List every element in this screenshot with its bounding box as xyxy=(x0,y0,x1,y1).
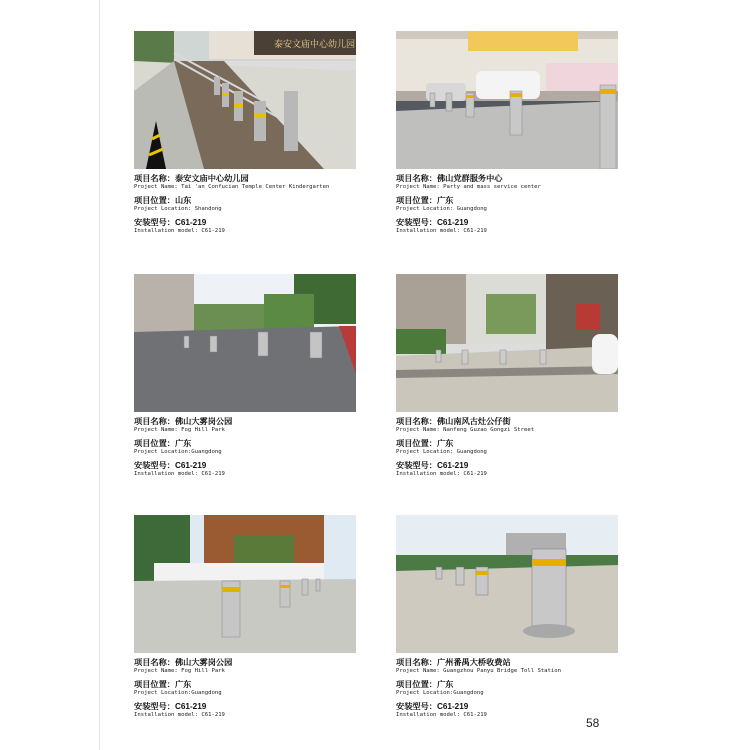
kindergarten-photo xyxy=(134,31,356,169)
project-location-en: Project Location:Guangdong xyxy=(134,690,222,696)
project-name-en: Project Name: Tai 'an Confucian Temple Center Kindergarten xyxy=(134,184,330,190)
project-location-zh: 项目位置：广东 xyxy=(134,439,192,448)
project-photo xyxy=(134,515,356,653)
installation-model-en: Installation model: C61-219 xyxy=(396,228,487,234)
project-caption xyxy=(134,658,356,724)
project-name-zh: 项目名称：佛山南风古灶公仔街 xyxy=(396,417,511,426)
service-center-photo xyxy=(396,31,618,169)
page-fold-line xyxy=(99,0,100,750)
project-caption xyxy=(134,417,356,483)
project-name-en: Project Name: Guangzhou Panyu Bridge Toll Station xyxy=(396,668,562,674)
project-name-zh: 项目名称：泰安文庙中心幼儿园 xyxy=(134,174,249,183)
installation-model-en: Installation model: C61-219 xyxy=(134,228,225,234)
park-road-photo xyxy=(134,274,356,412)
project-location-en: Project Location: Guangdong xyxy=(396,206,487,212)
installation-model-zh: 安装型号：C61-219 xyxy=(134,218,207,227)
project-caption xyxy=(396,174,618,240)
project-photo xyxy=(396,515,618,653)
installation-model-zh: 安装型号：C61-219 xyxy=(134,461,207,470)
project-location-en: Project Location: Guangdong xyxy=(396,449,487,455)
project-name-zh: 项目名称：佛山大雾岗公园 xyxy=(134,658,233,667)
project-name-en: Project Name: Fog Hill Park xyxy=(134,427,225,433)
installation-model-en: Installation model: C61-219 xyxy=(134,712,225,718)
toll-station-photo xyxy=(396,515,618,653)
project-location-zh: 项目位置：广东 xyxy=(134,680,192,689)
project-caption xyxy=(134,174,356,240)
project-location-en: Project Location:Guangdong xyxy=(396,690,484,696)
project-location-zh: 项目位置：山东 xyxy=(134,196,192,205)
project-location-zh: 项目位置：广东 xyxy=(396,196,454,205)
project-photo xyxy=(134,31,356,169)
installation-model-en: Installation model: C61-219 xyxy=(396,712,487,718)
project-caption xyxy=(396,658,618,724)
page-number: 58 xyxy=(586,716,600,730)
project-name-en: Project Name: Nanfeng Guzao Gongzi Street xyxy=(396,427,535,433)
installation-model-en: Installation model: C61-219 xyxy=(396,471,487,477)
project-photo xyxy=(396,274,618,412)
installation-model-zh: 安装型号：C61-219 xyxy=(396,702,469,711)
project-photo xyxy=(396,31,618,169)
installation-model-zh: 安装型号：C61-219 xyxy=(396,461,469,470)
installation-model-zh: 安装型号：C61-219 xyxy=(134,702,207,711)
project-location-en: Project Location: Shandong xyxy=(134,206,222,212)
project-photo xyxy=(134,274,356,412)
installation-model-zh: 安装型号：C61-219 xyxy=(396,218,469,227)
project-name-en: Project Name: Fog Hill Park xyxy=(134,668,225,674)
project-name-zh: 项目名称：佛山党群服务中心 xyxy=(396,174,503,183)
project-location-zh: 项目位置：广东 xyxy=(396,680,454,689)
project-name-zh: 项目名称：广州番禺大桥收费站 xyxy=(396,658,511,667)
project-caption xyxy=(396,417,618,483)
park-plaza-photo xyxy=(134,515,356,653)
project-location-en: Project Location:Guangdong xyxy=(134,449,222,455)
project-name-en: Project Name: Party and mass service center xyxy=(396,184,541,190)
school-sign-text: 泰安文庙中心幼儿园 xyxy=(274,40,356,50)
project-location-zh: 项目位置：广东 xyxy=(396,439,454,448)
old-street-photo xyxy=(396,274,618,412)
installation-model-en: Installation model: C61-219 xyxy=(134,471,225,477)
project-name-zh: 项目名称：佛山大雾岗公园 xyxy=(134,417,233,426)
